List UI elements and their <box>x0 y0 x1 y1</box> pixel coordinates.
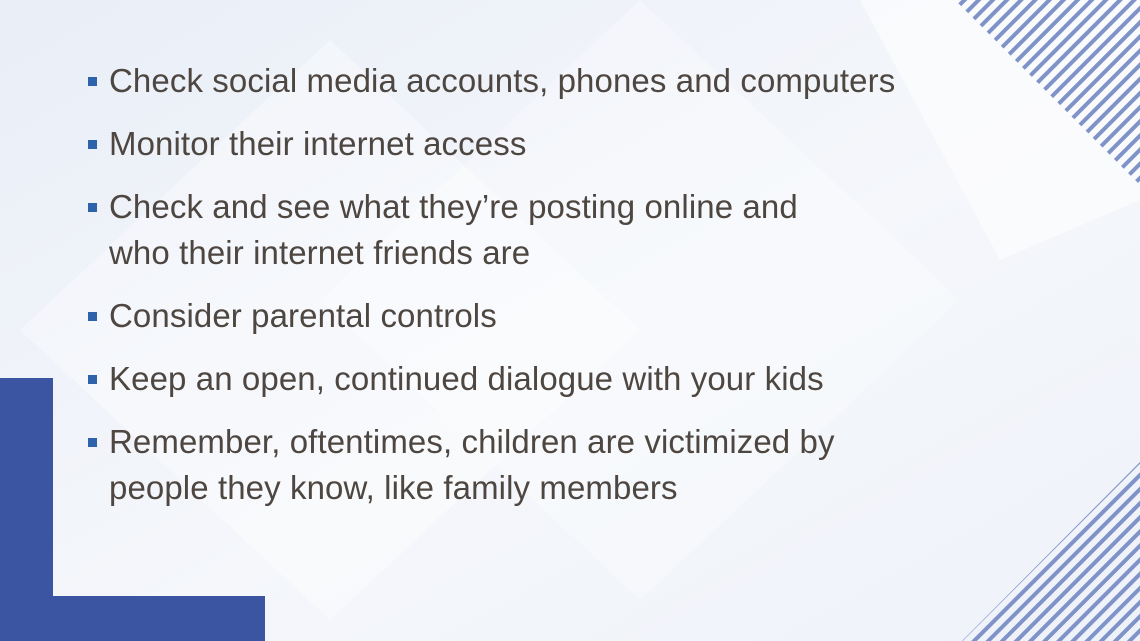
list-item <box>88 293 908 339</box>
square-bullet-icon <box>88 312 97 321</box>
bullet-list <box>88 58 908 511</box>
list-item <box>88 121 908 167</box>
square-bullet-icon <box>88 140 97 149</box>
list-item <box>88 184 829 276</box>
square-bullet-icon <box>88 77 97 86</box>
bullet-text: Consider parental controls <box>109 297 497 334</box>
bullet-text: Keep an open, continued dialogue with your kids <box>109 360 824 397</box>
square-bullet-icon <box>88 375 97 384</box>
bullet-text: Monitor their internet access <box>109 125 527 162</box>
bullet-text: Remember, oftentimes, children are victimized by people they know, like family members <box>109 423 835 506</box>
bullet-text: Check social media accounts, phones and computers <box>109 62 896 99</box>
list-item <box>88 58 908 104</box>
square-bullet-icon <box>88 203 97 212</box>
bullet-text: Check and see what they’re posting online and who their internet friends are <box>109 188 798 271</box>
list-item <box>88 419 879 511</box>
list-item <box>88 356 908 402</box>
square-bullet-icon <box>88 438 97 447</box>
